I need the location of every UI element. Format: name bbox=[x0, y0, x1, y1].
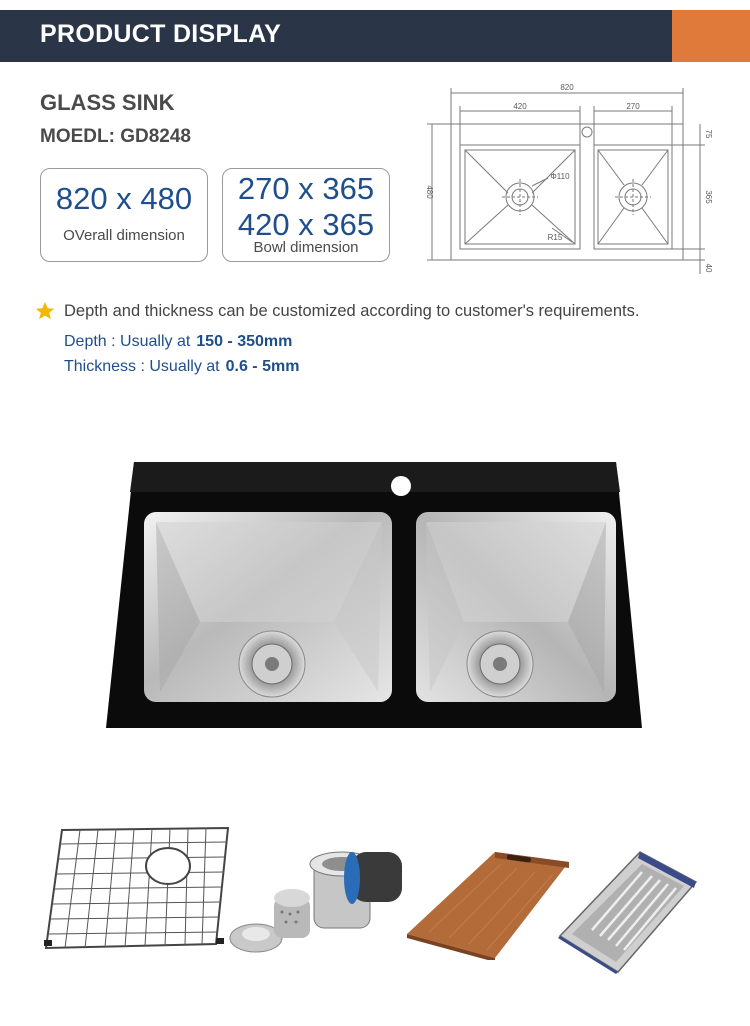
cutting-board-image bbox=[405, 850, 573, 960]
star-icon bbox=[34, 300, 56, 322]
dim-bowl-height: 365 bbox=[704, 190, 713, 204]
dim-drain-diameter: Φ110 bbox=[550, 172, 570, 181]
bowl-dimension-box bbox=[222, 168, 390, 262]
product-model: MOEDL: GD8248 bbox=[40, 126, 191, 147]
sink-photo bbox=[104, 462, 646, 730]
dim-total-width: 820 bbox=[560, 83, 574, 92]
technical-drawing bbox=[420, 78, 720, 278]
depth-label: Depth : Usually at bbox=[64, 333, 191, 350]
sink-outline bbox=[451, 124, 683, 260]
customization-note: Depth and thickness can be customized according to customer's requirements. bbox=[64, 302, 640, 320]
bowl-dimension-value-1: 270 x 365 bbox=[237, 171, 375, 206]
page-title: PRODUCT DISPLAY bbox=[40, 20, 282, 48]
thickness-value: 0.6 - 5mm bbox=[225, 358, 300, 375]
dim-total-height: 480 bbox=[425, 185, 434, 199]
wire-grid-image bbox=[40, 826, 232, 950]
thickness-label: Thickness : Usually at bbox=[64, 358, 220, 375]
overall-dimension-label: OVerall dimension bbox=[63, 227, 185, 244]
dim-right-bowl-width: 270 bbox=[626, 102, 640, 111]
product-name: GLASS SINK bbox=[40, 90, 175, 115]
header-accent bbox=[672, 10, 750, 62]
colander-image bbox=[556, 850, 700, 974]
thickness-spec bbox=[64, 358, 299, 376]
dim-corner-radius: R15 bbox=[547, 233, 563, 242]
depth-value: 150 - 350mm bbox=[196, 333, 293, 350]
dim-bottom-margin: 40 bbox=[704, 263, 713, 273]
dim-top-margin: 75 bbox=[704, 129, 713, 139]
dim-left-bowl-width: 420 bbox=[513, 102, 527, 111]
bowl-dimension-label: Bowl dimension bbox=[253, 239, 359, 256]
overall-dimension-box bbox=[40, 168, 208, 262]
bowl-dimension-value-2: 420 x 365 bbox=[237, 207, 375, 242]
overall-dimension-value: 820 x 480 bbox=[55, 181, 193, 216]
drain-strainer-image bbox=[226, 848, 412, 958]
depth-spec bbox=[64, 333, 292, 351]
